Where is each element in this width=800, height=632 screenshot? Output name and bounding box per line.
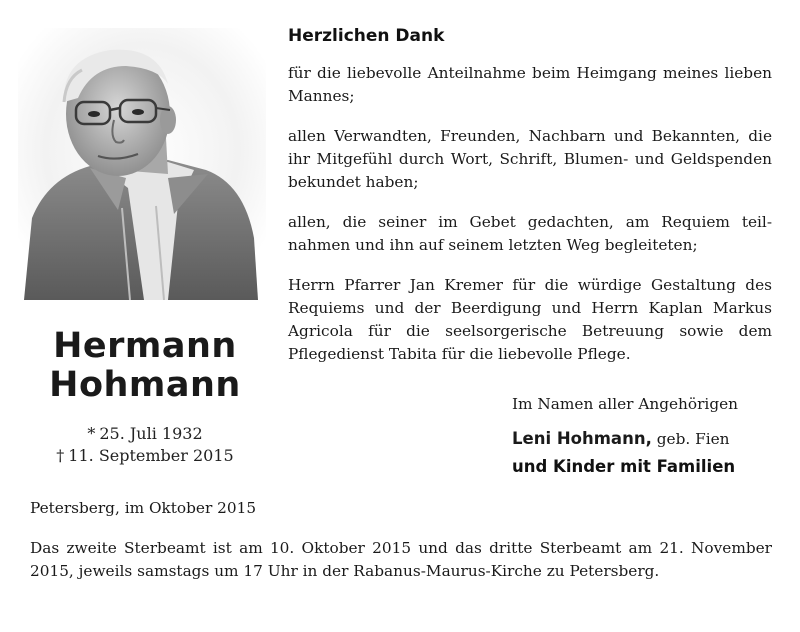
thanks-title: Herzlichen Dank: [288, 26, 445, 46]
signature-name: Leni Hohmann,: [512, 429, 652, 448]
signoff-intro: Im Namen aller Angehörigen: [512, 395, 739, 413]
signature-maiden-name: geb. Fien: [656, 430, 730, 448]
birth-date-line: [20, 424, 270, 444]
thanks-paragraph: für die liebevolle Anteilnahme beim Heimgang meines lieben Mannes;: [288, 64, 772, 105]
last-name: Hohmann: [49, 365, 241, 405]
service-notice: Das zweite Sterbeamt ist am 10. Oktober 2015 und das dritte Sterbeamt am 21. November 2015, jeweils samstags um 17 Uhr in der Rabanus-Maurus-Kirche zu Petersberg.: [30, 539, 772, 580]
death-symbol: †: [56, 446, 65, 465]
thanks-paragraph: allen, die seiner im Gebet gedachten, am Requiem teil-nahmen und ihn auf seinem letzten Weg begleiteten;: [288, 213, 772, 254]
thanks-paragraph: Herrn Pfarrer Jan Kremer für die würdige Gestaltung des Requiems und der Beerdigung und Herrn Kaplan Markus Agricola für die seelsorgerische Betreuung sowie dem Pflegedienst Tabita für die liebevolle Pflege.: [288, 276, 772, 363]
thanks-paragraph: allen Verwandten, Freunden, Nachbarn und Bekannten, die ihr Mitgefühl durch Wort, Schrift, Blumen- und Geldspenden bekundet haben;: [288, 127, 772, 191]
birth-symbol: *: [87, 424, 96, 443]
death-date: 11. September 2015: [68, 446, 234, 465]
death-date-line: [20, 446, 270, 466]
birth-date: 25. Juli 1932: [99, 424, 203, 443]
signature-family: und Kinder mit Familien: [512, 457, 736, 476]
signature-line: [512, 428, 730, 450]
first-name: Hermann: [53, 326, 237, 366]
place-date: Petersberg, im Oktober 2015: [30, 499, 257, 517]
portrait-photo: [18, 28, 266, 300]
